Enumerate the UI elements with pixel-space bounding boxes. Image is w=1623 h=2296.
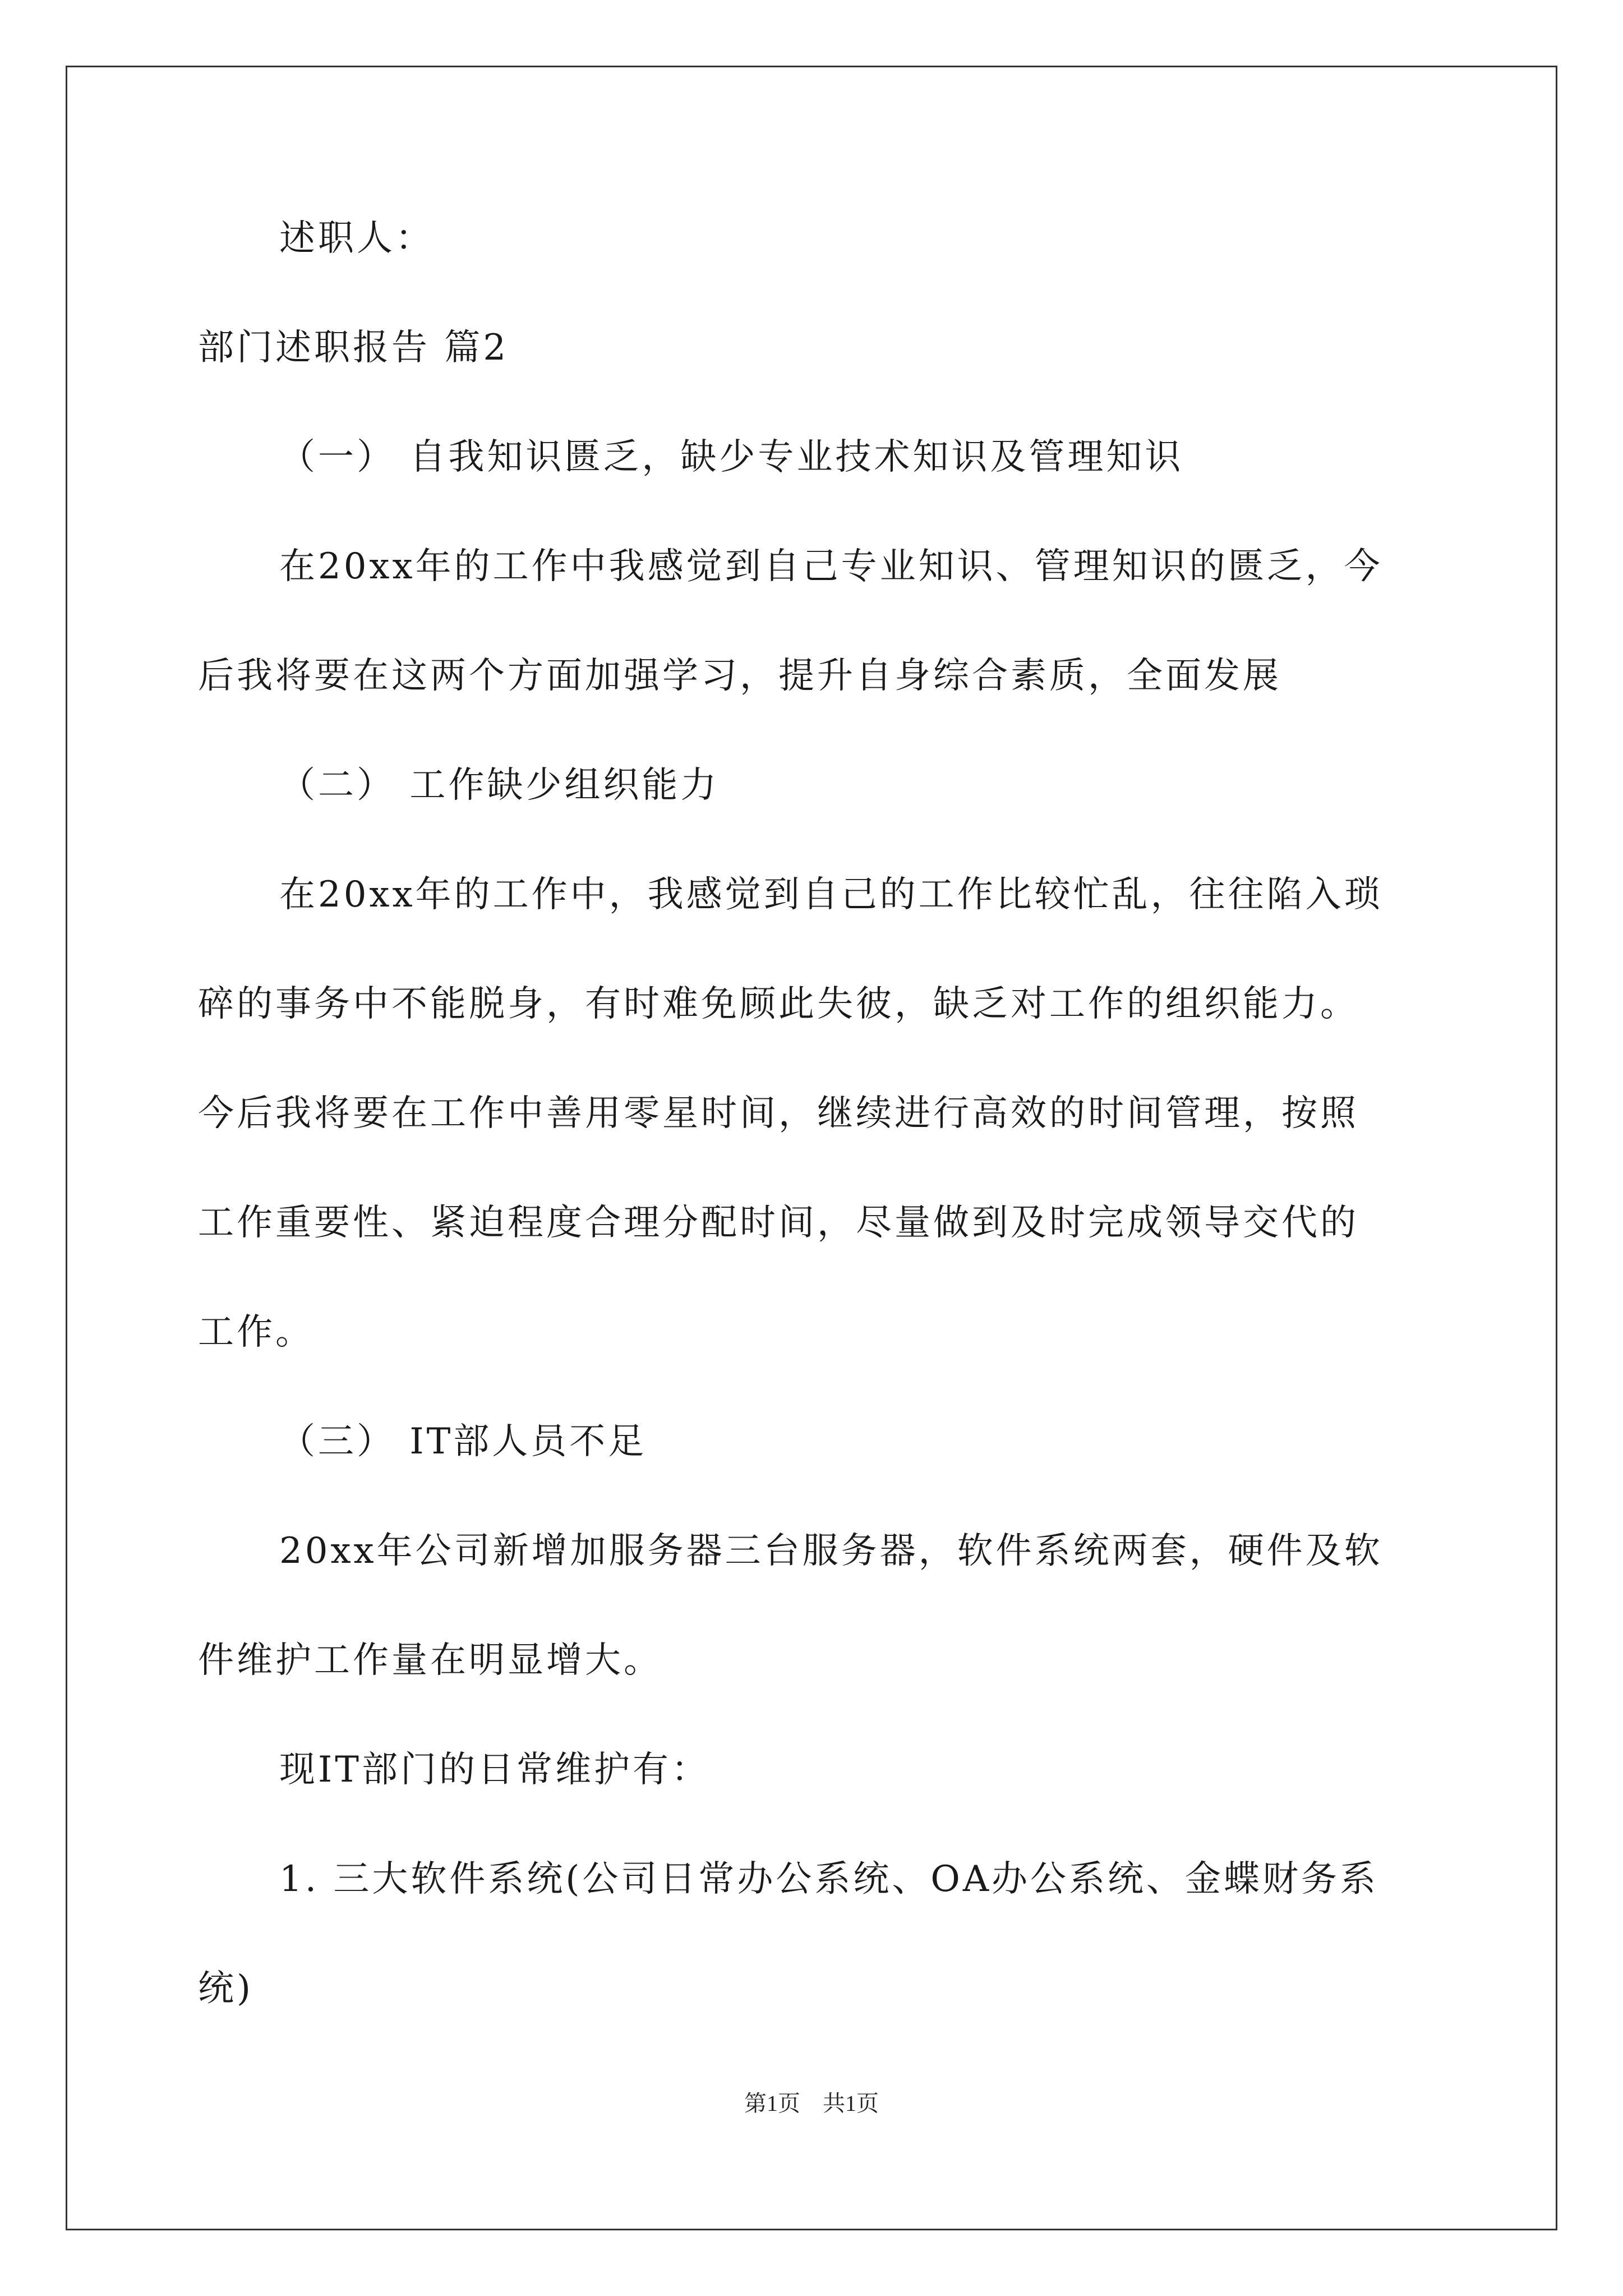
paragraph-line: 件维护工作量在明显增大。 (198, 1640, 662, 1681)
heading-1: （一） 自我知识匮乏，缺少专业技术知识及管理知识 (279, 436, 1184, 478)
section-title: 部门述职报告 篇2 (198, 327, 509, 369)
paragraph-line: 工作重要性、紧迫程度合理分配时间，尽量做到及时完成领导交代的 (198, 1202, 1359, 1244)
heading-2: （二） 工作缺少组织能力 (279, 765, 720, 806)
signature-line: 述职人： (279, 218, 434, 259)
paragraph-line: 碎的事务中不能脱身，有时难免顾此失彼，缺乏对工作的组织能力。 (198, 983, 1359, 1025)
paragraph-line: 20xx年公司新增加服务器三台服务器，软件系统两套，硬件及软 (279, 1530, 1383, 1572)
paragraph-line: 后我将要在这两个方面加强学习，提升自身综合素质，全面发展 (198, 655, 1281, 697)
page-footer: 第1页 共1页 (744, 2091, 879, 2116)
paragraph-line: 在20xx年的工作中，我感觉到自己的工作比较忙乱，往往陷入琐 (279, 874, 1383, 915)
paragraph-line: 现IT部门的日常维护有： (279, 1749, 710, 1791)
heading-3: （三） IT部人员不足 (279, 1421, 647, 1462)
paragraph-line: 今后我将要在工作中善用零星时间，继续进行高效的时间管理，按照 (198, 1093, 1359, 1134)
list-item: 1. 三大软件系统(公司日常办公系统、OA办公系统、金蝶财务系 (279, 1858, 1379, 1900)
page-frame (66, 66, 1557, 2230)
paragraph-line: 工作。 (198, 1312, 314, 1353)
paragraph-line: 在20xx年的工作中我感觉到自己专业知识、管理知识的匮乏，今 (279, 546, 1383, 587)
list-item-continuation: 统) (198, 1968, 253, 2009)
